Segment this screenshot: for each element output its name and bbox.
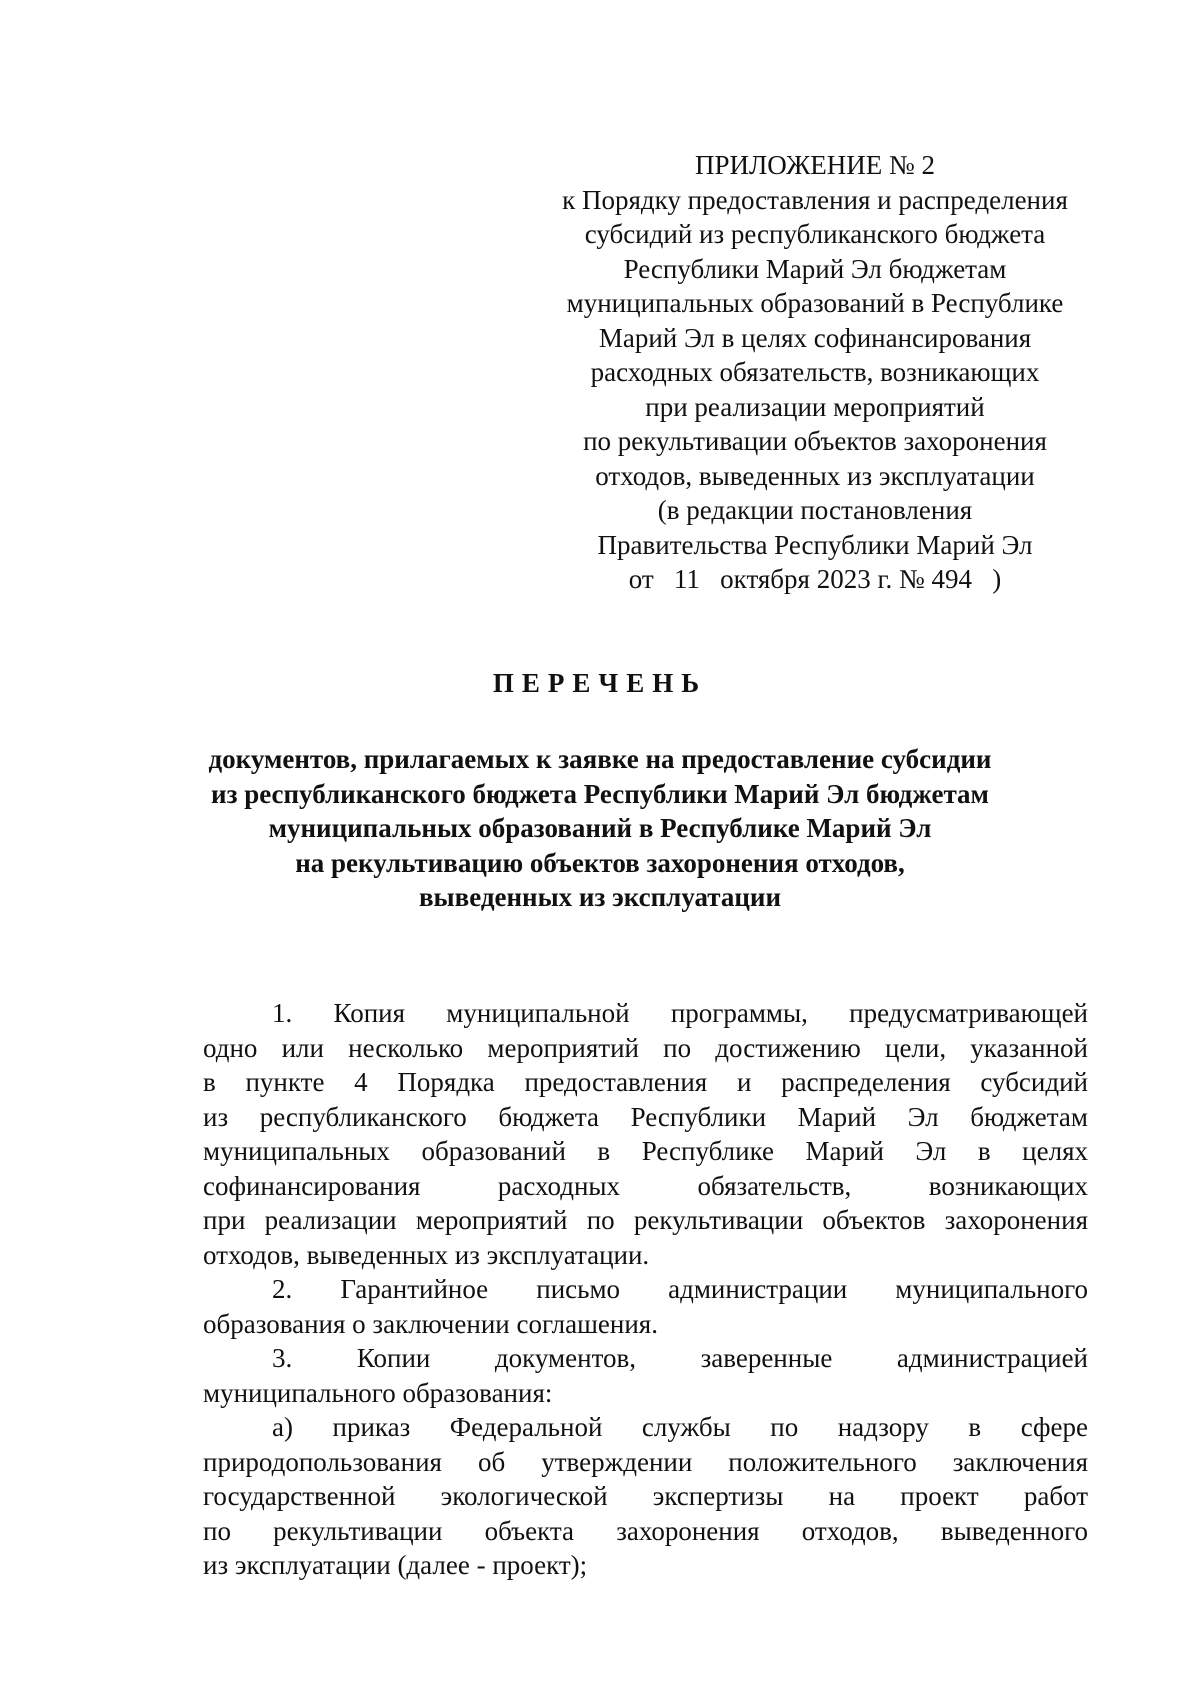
document-title: ПЕРЕЧЕНЬ — [492, 668, 708, 698]
document-body — [203, 996, 1088, 1583]
text-line: отходов, выведенных из эксплуатации. — [203, 1239, 650, 1270]
text-line: а) приказ Федеральной службы по надзору в сфере — [272, 1412, 1088, 1442]
list-item-3a — [203, 1410, 1088, 1583]
appendix-line: отходов, выведенных из эксплуатации — [595, 460, 1035, 491]
appendix-line: по рекультивации объектов захоронения — [583, 426, 1047, 456]
text-line: одно или несколько мероприятий по достижению цели, указанной — [203, 1032, 1088, 1063]
appendix-title: ПРИЛОЖЕНИЕ № 2 — [694, 150, 936, 180]
text-line: из эксплуатации (далее - проект); — [203, 1550, 588, 1580]
list-item-1 — [203, 996, 1088, 1272]
text-line: муниципальных образований в Республике Марий Эл в целях — [203, 1136, 1088, 1166]
text-line: в пункте 4 Порядка предоставления и распределения субсидий — [203, 1067, 1088, 1097]
appendix-line: муниципальных образований в Республике — [566, 288, 1064, 318]
text-line: при реализации мероприятий по рекультивации объектов захоронения — [203, 1205, 1088, 1235]
text-line: по рекультивации объекта захоронения отходов, выведенного — [203, 1515, 1088, 1546]
text-line: 1. Копия муниципальной программы, предусматривающей — [272, 998, 1088, 1028]
appendix-line: расходных обязательств, возникающих — [590, 357, 1040, 387]
subtitle-line: выведенных из эксплуатации — [418, 882, 782, 912]
appendix-date-line: от 11 октября 2023 г. № 494 ) — [628, 564, 1002, 594]
text-line: образования о заключении соглашения. — [203, 1308, 658, 1339]
text-line: из республиканского бюджета Республики Марий Эл бюджетам — [203, 1101, 1088, 1132]
subtitle-line: на рекультивацию объектов захоронения отходов, — [295, 847, 905, 878]
document-subtitle — [100, 742, 1100, 915]
appendix-line: субсидий из республиканского бюджета — [584, 219, 1046, 249]
text-line: муниципального образования: — [203, 1377, 553, 1408]
appendix-header — [540, 148, 1090, 597]
appendix-line: к Порядку предоставления и распределения — [562, 184, 1068, 215]
list-item-2 — [203, 1272, 1088, 1341]
subtitle-line: документов, прилагаемых к заявке на предоставление субсидии — [208, 744, 992, 774]
appendix-line: Марий Эл в целях софинансирования — [598, 322, 1032, 353]
appendix-line: Правительства Республики Марий Эл — [597, 529, 1033, 560]
list-item-3 — [203, 1341, 1088, 1410]
subtitle-line: муниципальных образований в Республике Марий Эл — [268, 813, 932, 843]
text-line: 3. Копии документов, заверенные администрацией — [272, 1343, 1088, 1373]
appendix-line: при реализации мероприятий — [645, 391, 985, 422]
text-line: софинансирования расходных обязательств, возникающих — [203, 1170, 1088, 1201]
appendix-line: Республики Марий Эл бюджетам — [623, 253, 1007, 284]
text-line: природопользования об утверждении положительного заключения — [203, 1446, 1088, 1477]
subtitle-line: из республиканского бюджета Республики Марий Эл бюджетам — [211, 778, 989, 809]
text-line: 2. Гарантийное письмо администрации муниципального — [272, 1274, 1088, 1304]
text-line: государственной экологической экспертизы на проект работ — [203, 1481, 1088, 1511]
appendix-line: (в редакции постановления — [657, 495, 973, 525]
